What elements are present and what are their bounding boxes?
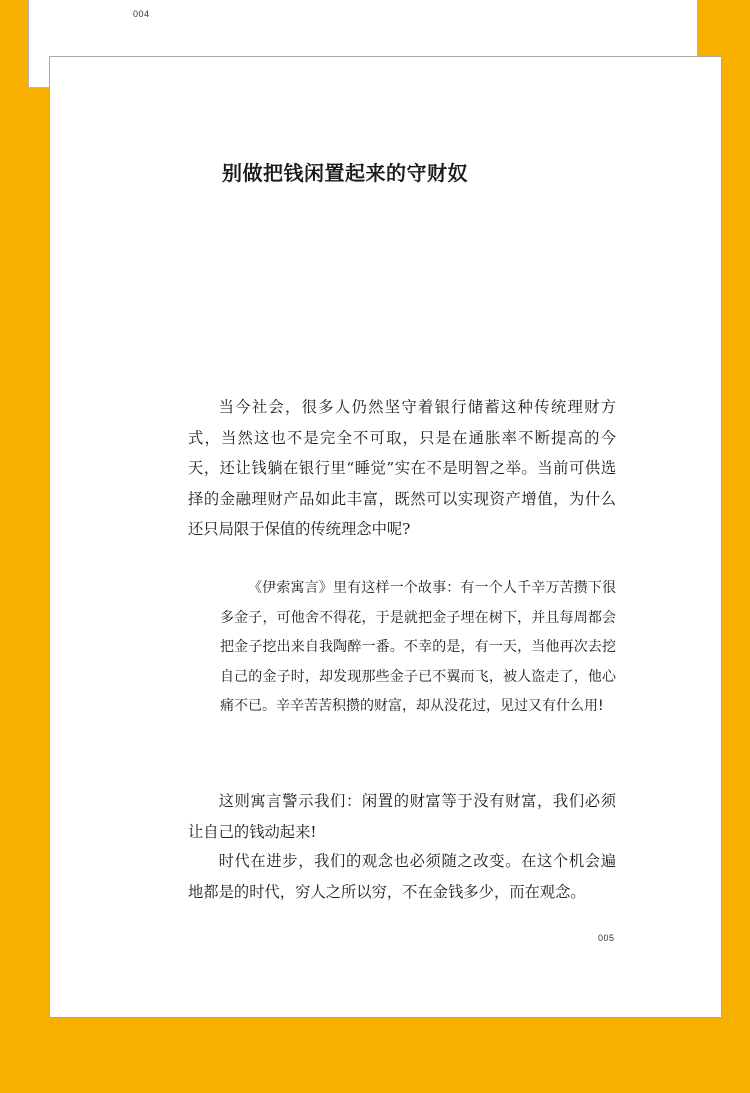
closing-paragraph: 时代在进步，我们的观念也必须随之改变。在这个机会遍地都是的时代，穷人之所以穷，不在金钱多少，而在观念。 [188,852,616,901]
current-page [49,56,722,1018]
intro-paragraph: 当今社会，很多人仍然坚守着银行储蓄这种传统理财方式，当然这也不是完全不可取，只是在通胀率不断提高的今天，还让钱躺在银行里“睡觉”实在不是明智之举。当前可供选择的金融理财产品如此丰富，既然可以实现资产增值，为什么还只局限于保值的传统理念中呢? [188,398,616,538]
fable-quote-paragraph: 《伊索寓言》里有这样一个故事：有一个人千辛万苦攒下很多金子，可他舍不得花，于是就把金子埋在树下，并且每周都会把金子挖出来自我陶醉一番。不幸的是，有一天，当他再次去挖自己的金子时，却发现那些金子已不翼而飞，被人盗走了，他心痛不已。辛辛苦苦积攒的财富，却从没花过，见过又有什么用! [220,580,616,715]
previous-page-number: 004 [133,9,150,19]
chapter-title: 别做把钱闲置起来的守财奴 [222,161,468,185]
current-page-number: 005 [598,933,615,943]
moral-paragraph: 这则寓言警示我们：闲置的财富等于没有财富，我们必须让自己的钱动起来! [188,792,616,841]
